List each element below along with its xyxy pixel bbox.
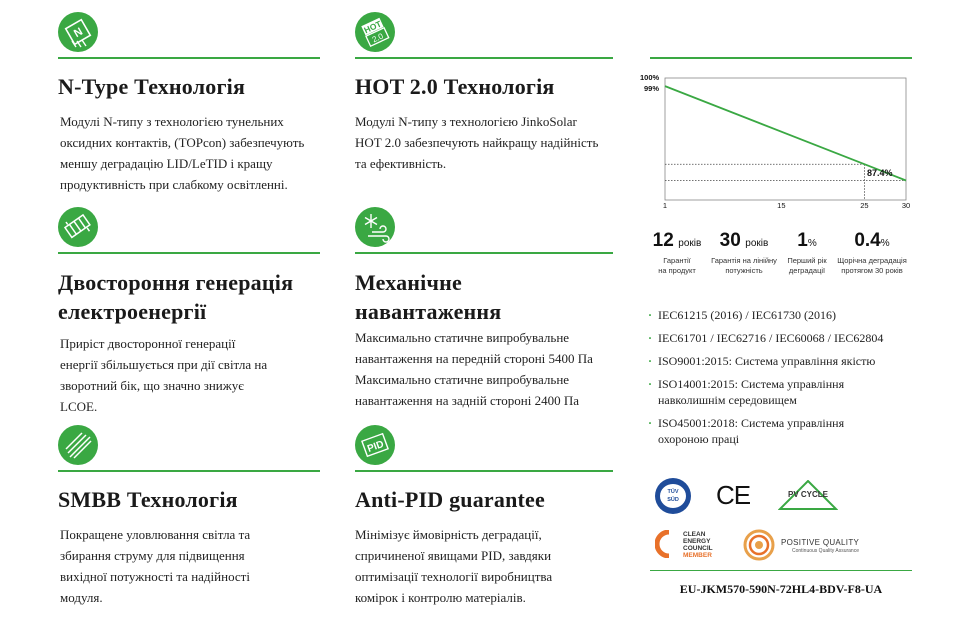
body-line: оксидних контактів, (TOPcon) забезпечують [60,135,305,150]
y-tick-label: 100% [640,73,660,82]
body-line: меншу деградацію LID/LeTID і кращу [60,156,273,171]
body-line: Максимально статичне випробувальне [355,330,570,345]
certification-list [650,307,930,454]
stat-unit: років [678,238,702,249]
cec-text: ENERGY [683,538,711,545]
feature-body [355,111,625,174]
stat-caption: протягом 30 років [841,266,903,275]
svg-text:HOT: HOT [362,18,383,36]
feature-title [355,268,501,326]
stat-caption: Гарантії [663,256,691,265]
warranty-chart [640,70,920,220]
stat-caption: Щорічна деградація [837,256,907,265]
stat-unit: % [807,238,817,249]
body-line: зворотний бік, що значно знижує [60,378,244,393]
feature-body [60,524,330,608]
stat-power-warranty [706,230,782,276]
cec-text: CLEAN [683,531,706,538]
pq-title: POSITIVE QUALITY [781,538,860,547]
divider [650,57,912,59]
hot-icon [355,12,395,52]
pid-icon [355,425,395,465]
body-line: Покращене уловлювання світла та [60,527,251,542]
positive-quality-logo [742,528,892,562]
stat-unit: років [745,238,769,249]
body-line: оптимізації технології виробництва [355,569,553,584]
feature-body [60,333,330,417]
divider [355,470,613,472]
body-line: навантаження на задній стороні 2400 Па [355,393,580,408]
smbb-icon [58,425,98,465]
certification-item: · ISO45001:2018: Система управління охороною праці [650,415,868,447]
divider [58,252,320,254]
ce-logo: CE [716,480,751,510]
certification-item: · ISO14001:2015: Система управління навколишнім середовищем [650,376,868,408]
body-line: навантаження на передній стороні 5400 Па [355,351,593,366]
clean-energy-council-logo [655,530,735,560]
svg-text:PID: PID [365,438,386,455]
body-line: Максимально статичне випробувальне [355,372,570,387]
certification-item: · IEC61701 / IEC62716 / IEC60068 / IEC62804 [650,330,930,346]
body-line: Модулі N-типу з технологією JinkoSolar [355,114,577,129]
y-tick-label: 99% [644,84,660,93]
stat-value: 30 [719,230,741,251]
stat-value: 12 [652,230,674,251]
stat-unit: % [880,238,890,249]
certification-item: · ISO9001:2015: Система управління якістю [650,353,930,369]
feature-body [355,327,625,411]
body-line: та ефективність. [355,156,447,171]
feature-title: SMBB Технологія [58,487,238,512]
certification-item: · IEC61215 (2016) / IEC61730 (2016) [650,307,930,323]
title-line: Двостороння генерація [58,270,294,295]
body-line: HOT 2.0 забезпечують найкращу надійність [355,135,599,150]
stat-value: 1 [797,230,808,251]
divider [650,570,912,571]
body-line: Модулі N-типу з технологією тунельних [60,114,284,129]
stat-caption: на продукт [658,266,696,275]
bifacial-icon [58,207,98,247]
divider [355,57,613,59]
body-line: спричиненої явищами PID, завдяки [355,548,552,563]
x-tick-label: 15 [777,201,786,210]
body-line: Мінімізує ймовірність деградації, [355,527,542,542]
body-line: LCOE. [60,399,98,414]
cec-text: COUNCIL [683,545,713,552]
body-line: Приріст двосторонної генерації [60,336,236,351]
feature-title: N-Type Технологія [58,74,246,99]
tuv-text: TÜV SÜD [667,489,679,503]
body-line: вихідної потужності та надійності [60,569,250,584]
stat-caption: Перший рік [787,256,827,265]
x-tick-label: 25 [860,201,869,210]
x-tick-label: 30 [901,201,911,210]
body-line: збирання струму для підвищення [60,548,245,563]
title-line: Механічне [355,270,462,295]
snow-wind-icon [355,207,395,247]
stat-value: 0.4 [854,230,881,251]
stat-annual [834,230,910,276]
pv-cycle-text: PV CYCLE [787,490,828,499]
divider [355,252,613,254]
title-line: навантаження [355,299,502,324]
feature-title: HOT 2.0 Технологія [355,74,555,99]
divider [58,57,320,59]
pq-subtitle: Continuous Quality Assurance [792,548,859,554]
x-tick-label: 1 [662,201,668,210]
end-value-label: 87.4% [867,168,893,178]
stat-product-warranty [648,230,706,276]
body-line: модуля. [60,590,103,605]
pv-cycle-logo [778,480,838,512]
feature-title [58,268,293,326]
svg-text:2.0: 2.0 [370,31,385,45]
n-type-icon [58,12,98,52]
stat-caption: деградації [788,266,826,275]
feature-body [60,111,330,195]
cec-text: MEMBER [683,552,712,559]
body-line: енергії збільшується при дії світла на [60,357,268,372]
feature-title: Anti-PID guarantee [355,487,545,512]
title-line: електроенергії [58,299,207,324]
model-number: EU-JKM570-590N-72HL4-BDV-F8-UA [679,582,883,596]
feature-body [355,524,625,608]
body-line: комірок і контролю матеріалів. [355,590,526,605]
degradation-line [665,86,906,180]
divider [58,470,320,472]
stat-first-year [784,230,830,276]
stat-caption: Гарантія на лінійну [711,256,777,265]
stat-caption: потужність [725,266,763,275]
body-line: продуктивність при слабкому освітленні. [60,177,288,192]
plot-frame [665,78,906,200]
svg-text:N: N [72,25,85,41]
tuv-logo [655,478,691,514]
